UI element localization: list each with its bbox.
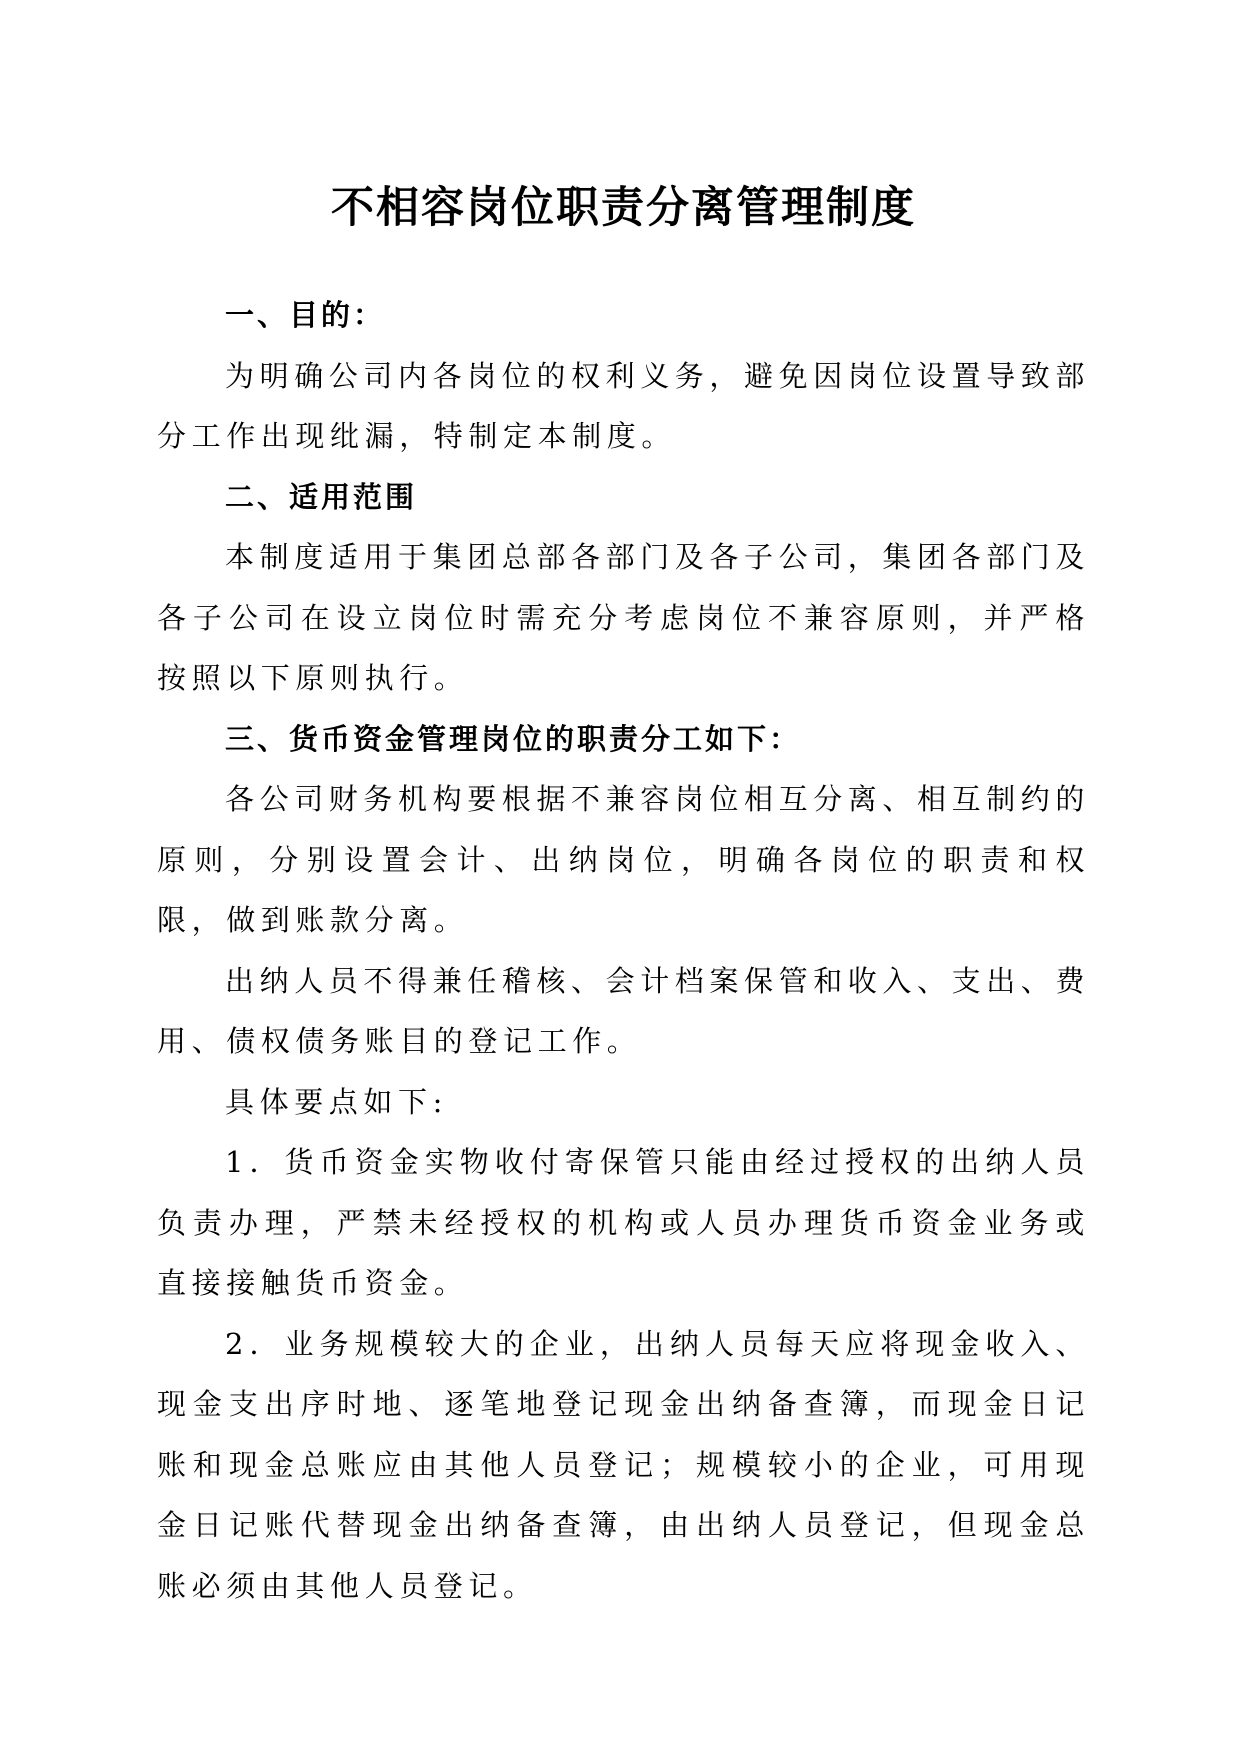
section-duties xyxy=(157,709,1090,1617)
list-item: 2．业务规模较大的企业，出纳人员每天应将现金收入、现金支出序时地、逐笔地登记现金出纳备查簿，而现金日记账和现金总账应由其他人员登记；规模较小的企业，可用现金日记账代替现金出纳备查簿，由出纳人员登记，但现金总账必须由其他人员登记。 xyxy=(157,1326,1090,1603)
list-item: 1．货币资金实物收付寄保管只能由经过授权的出纳人员负责办理，严禁未经授权的机构或人员办理货币资金业务或直接接触货币资金。 xyxy=(157,1145,1090,1300)
paragraph: 为明确公司内各岗位的权利义务，避免因岗位设置导致部分工作出现纰漏，特制定本制度。 xyxy=(157,358,1091,453)
section-heading-scope: 二、适用范围 xyxy=(225,479,418,514)
paragraph: 各公司财务机构要根据不兼容岗位相互分离、相互制约的原则，分别设置会计、出纳岗位，明确各岗位的职责和权限，做到账款分离。 xyxy=(157,782,1091,937)
paragraph: 本制度适用于集团总部各部门及各子公司，集团各部门及各子公司在设立岗位时需充分考虑岗位不兼容原则，并严格按照以下原则执行。 xyxy=(157,540,1091,695)
section-heading-purpose: 一、目的： xyxy=(225,298,386,332)
section-scope xyxy=(157,467,1090,709)
section-heading-duties: 三、货币资金管理岗位的职责分工如下： xyxy=(225,721,802,756)
paragraph: 出纳人员不得兼任稽核、会计档案保管和收入、支出、费用、债权债务账目的登记工作。 xyxy=(157,963,1091,1058)
paragraph: 具体要点如下: xyxy=(225,1084,448,1119)
document-title: 不相容岗位职责分离管理制度 xyxy=(331,183,916,233)
section-purpose xyxy=(157,285,1090,467)
